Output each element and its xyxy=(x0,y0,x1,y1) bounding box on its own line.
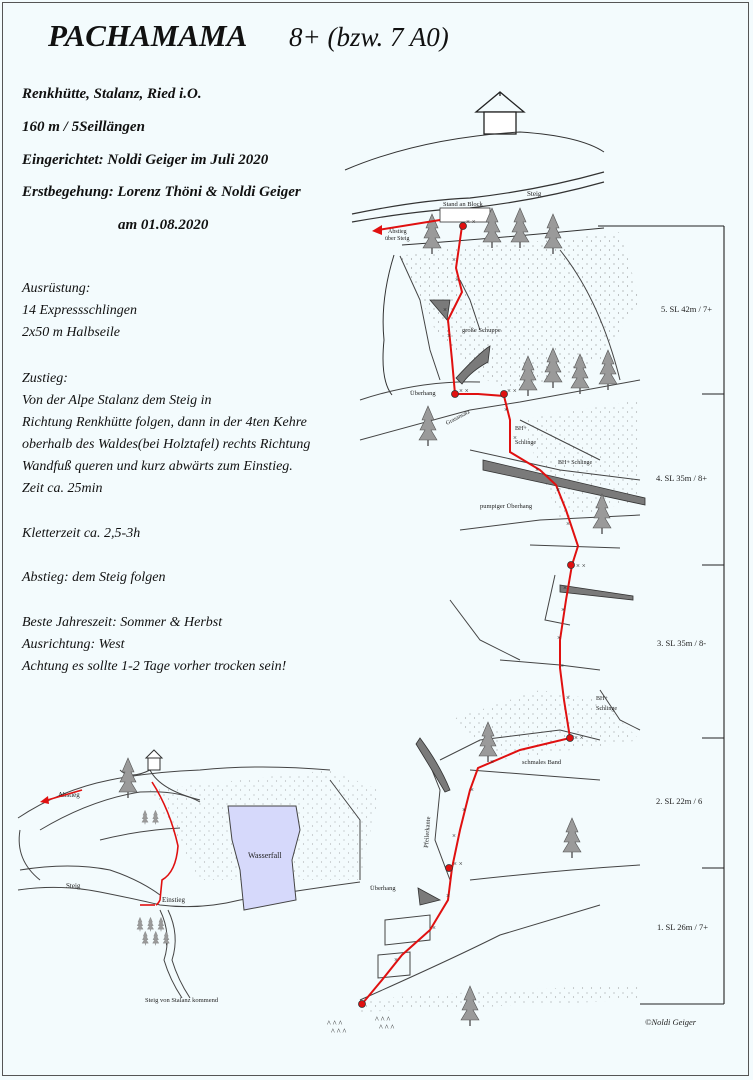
svg-text:×: × xyxy=(566,694,570,702)
label-stand-an-block: Stand an Block xyxy=(443,201,483,208)
svg-text:× ×: × × xyxy=(507,387,517,395)
label-bh-schlinge-3: BH+ xyxy=(596,696,608,702)
svg-text:^ ^ ^: ^ ^ ^ xyxy=(375,1015,391,1024)
gear-line: 14 Expressschlingen xyxy=(22,303,137,318)
svg-text:×: × xyxy=(566,520,570,528)
map-label-einstieg: Einstieg xyxy=(162,896,185,904)
label-pumpiger-ueberhang: pumpiger Überhang xyxy=(480,503,533,510)
svg-text:^ ^ ^: ^ ^ ^ xyxy=(327,1019,343,1028)
hut-icon xyxy=(476,92,524,134)
route-title: PACHAMAMA xyxy=(48,18,248,53)
descent-text: Abstieg: dem Steig folgen xyxy=(22,570,166,585)
svg-text:×: × xyxy=(557,634,561,642)
approach-line: oberhalb des Waldes(bei Holztafel) rechts Richtung xyxy=(22,437,311,452)
approach-line: Zeit ca. 25min xyxy=(22,481,103,496)
label-schmales-band: schmales Band xyxy=(522,759,562,766)
label-bh-schlinge-1: BH+ xyxy=(515,426,527,432)
svg-text:×: × xyxy=(513,434,517,442)
scree-marks xyxy=(327,1015,395,1036)
approach-line: Von der Alpe Stalanz dem Steig in xyxy=(22,393,212,408)
label-bh-schlinge-3b: Schlinge xyxy=(596,706,617,712)
first-ascent-date: am 01.08.2020 xyxy=(118,217,209,233)
aspect-text: Ausrichtung: West xyxy=(22,637,125,652)
approach-line: Wandfuß queren und kurz abwärts zum Einstieg. xyxy=(22,459,293,474)
shaded-rock xyxy=(416,300,645,905)
equipped-text: Eingerichtet: Noldi Geiger im Juli 2020 xyxy=(22,152,269,168)
svg-text:×: × xyxy=(455,276,459,284)
svg-text:×: × xyxy=(462,806,466,814)
location-text: Renkhütte, Stalanz, Ried i.O. xyxy=(22,86,202,102)
svg-text:×: × xyxy=(394,956,398,964)
label-abstieg: Abstieg xyxy=(388,229,407,235)
svg-text:×: × xyxy=(446,892,450,900)
svg-text:×: × xyxy=(560,662,564,670)
label-pfeilerkante: Pfeilerkante xyxy=(423,816,433,849)
svg-text:×: × xyxy=(470,786,474,794)
svg-text:×: × xyxy=(432,924,436,932)
gear-line: 2x50 m Halbseile xyxy=(22,325,120,340)
approach-line: Richtung Renkhütte folgen, dann in der 4ten Kehre xyxy=(22,415,307,430)
map-label-approach: Steig von Stalanz kommend xyxy=(145,997,219,1004)
label-ueberhang-top: Überhang xyxy=(410,390,436,397)
svg-text:×: × xyxy=(490,758,494,766)
approach-title: Zustieg: xyxy=(22,371,68,386)
svg-text:×: × xyxy=(452,256,456,264)
svg-text:×: × xyxy=(561,606,565,614)
rock-texture xyxy=(150,232,640,1012)
pitch-label: 5. SL 42m / 7+ xyxy=(661,304,712,314)
label-bh-schlinge-1b: Schlinge xyxy=(515,440,536,446)
gear-title: Ausrüstung: xyxy=(22,281,91,296)
svg-text:× ×: × × xyxy=(453,860,463,868)
climb-time: Kletterzeit ca. 2,5-3h xyxy=(22,526,141,541)
label-bh-schlinge-2: BH+ Schlinge xyxy=(558,460,593,466)
pitch-label: 2. SL 22m / 6 xyxy=(656,796,703,806)
svg-text:^ ^ ^: ^ ^ ^ xyxy=(331,1027,347,1036)
length-text: 160 m / 5Seillängen xyxy=(22,119,145,135)
pitch-scale xyxy=(598,226,724,1004)
label-steig: Steig xyxy=(527,190,542,198)
map-label-steig: Steig xyxy=(66,882,81,890)
svg-text:×: × xyxy=(556,486,560,494)
svg-text:×: × xyxy=(447,332,451,340)
svg-text:× ×: × × xyxy=(576,562,586,570)
svg-text:×: × xyxy=(452,832,456,840)
first-ascent-text: Erstbegehung: Lorenz Thöni & Noldi Geiger xyxy=(22,184,301,200)
svg-text:×: × xyxy=(443,306,447,314)
svg-text:×: × xyxy=(563,584,567,592)
svg-text:×: × xyxy=(535,466,539,474)
map-label-abstieg: Abstieg xyxy=(58,791,80,799)
route-grade: 8+ (bzw. 7 A0) xyxy=(289,22,449,52)
pitch-label: 1. SL 26m / 7+ xyxy=(657,922,708,932)
svg-text:× ×: × × xyxy=(574,734,584,742)
label-ueberhang-bottom: Überhang xyxy=(370,885,396,892)
pitch-label: 4. SL 35m / 8+ xyxy=(656,473,707,483)
svg-text:× ×: × × xyxy=(466,218,476,226)
label-grasansatz: Grasansatz xyxy=(445,409,472,427)
svg-text:× ×: × × xyxy=(459,387,469,395)
pitch-label: 3. SL 35m / 8- xyxy=(657,638,707,648)
season-text: Beste Jahreszeit: Sommer & Herbst xyxy=(22,615,223,630)
warning-text: Achtung es sollte 1-2 Tage vorher trocken sein! xyxy=(22,659,287,674)
label-grosse-schuppe: große Schuppe xyxy=(462,327,501,334)
svg-text:^ ^ ^: ^ ^ ^ xyxy=(379,1023,395,1032)
svg-text:×: × xyxy=(504,406,508,414)
copyright-text: ©Noldi Geiger xyxy=(645,1017,697,1027)
map-label-wasserfall: Wasserfall xyxy=(248,851,282,860)
label-abstieg-steig: über Steig xyxy=(385,236,410,242)
